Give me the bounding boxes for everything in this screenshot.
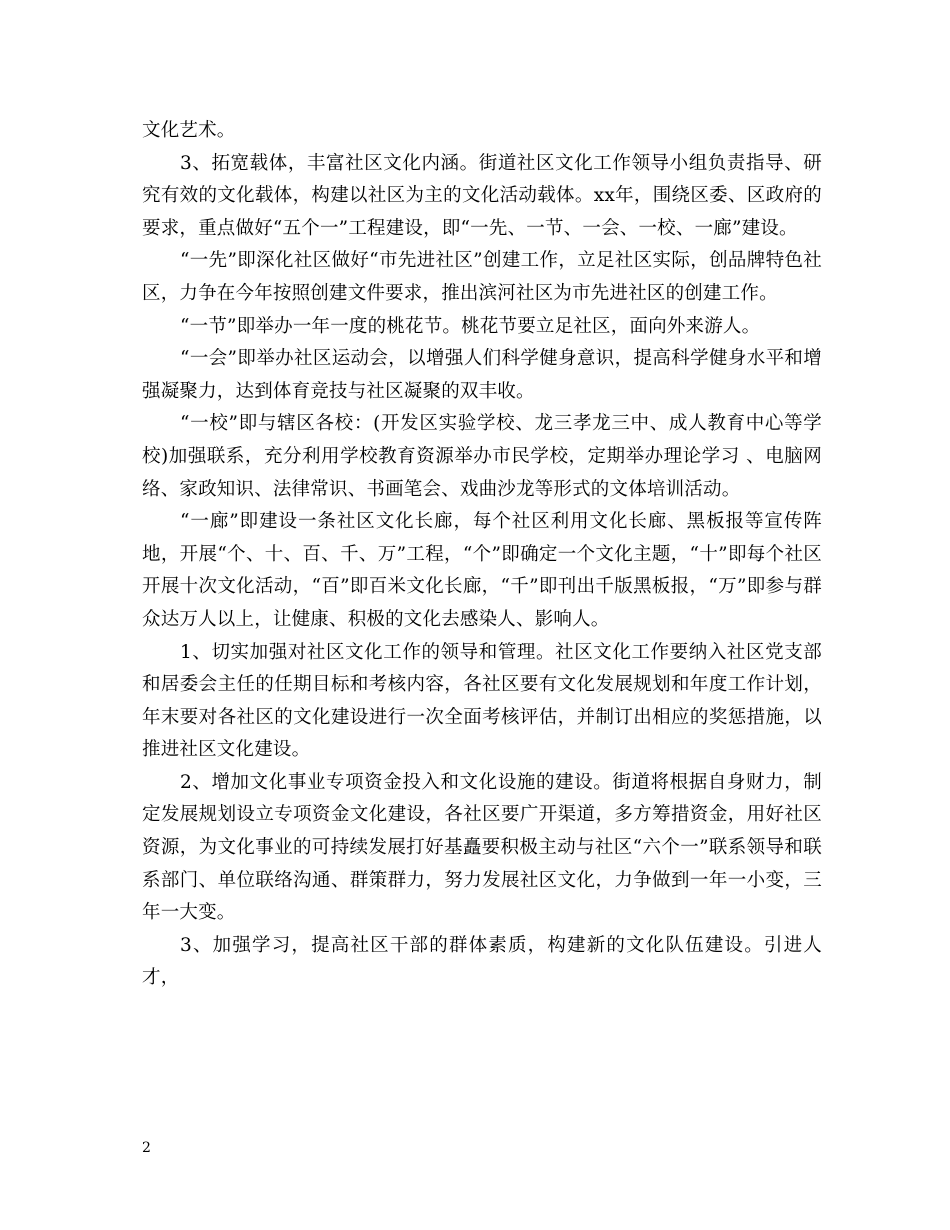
paragraph-yijie: “一节”即举办一年一度的桃花节。桃花节要立足社区，面向外来游人。: [180, 315, 761, 337]
paragraph-item-3-study: 3、加强学习，提高社区干部的群体素质，构建新的文化队伍建设。引进人才，: [142, 934, 822, 989]
paragraph-continuation: 文化艺术。: [142, 120, 236, 141]
paragraph-yilang: “一廊”即建设一条社区文化长廊，每个社区利用文化长廊、黑板报等宣传阵地，开展“个、十、百、千、万”工程，“个”即确定一个文化主题，“十”即每个社区开展十次文化活动，“百”即百米文化长廊，“千”即刊出千版黑板报，“万”即参与群众达万人以上，让健康、积极的文化去感染人、影响人。: [142, 511, 822, 630]
page-number: 2: [142, 1140, 151, 1156]
paragraph-yihui: “一会”即举办社区运动会，以增强人们科学健身意识，提高科学健身水平和增强凝聚力，达到体育竞技与社区凝聚的双丰收。: [142, 348, 822, 402]
paragraph-yixian: “一先”即深化社区做好“市先进社区”创建工作，立足社区实际，创品牌特色社区，力争在今年按照创建文件要求，推出滨河社区为市先进社区的创建工作。: [142, 250, 822, 304]
paragraph-yixiao: “一校”即与辖区各校：(开发区实验学校、龙三孝龙三中、成人教育中心等学校)加强联系，充分利用学校教育资源举办市民学校，定期举办理论学习 、电脑网络、家政知识、法律常识、书画笔会、戏曲沙龙等形式的文体培训活动。: [142, 413, 822, 500]
paragraph-item-1-leadership: 1、切实加强对社区文化工作的领导和管理。社区文化工作要纳入社区党支部和居委会主任的任期目标和考核内容，各社区要有文化发展规划和年度工作计划，年末要对各社区的文化建设进行一次全面考核评估，并制订出相应的奖惩措施，以推进社区文化建设。: [142, 641, 822, 761]
paragraph-item-2-funding: 2、增加文化事业专项资金投入和文化设施的建设。街道将根据自身财力，制定发展规划设立专项资金文化建设，各社区要广开渠道，多方筹措资金，用好社区资源，为文化事业的可持续发展打好基矗要积极主动与社区“六个一”联系领导和联系部门、单位联络沟通、群策群力，努力发展社区文化，力争做到一年一小变，三年一大变。: [142, 771, 822, 924]
document-body: [142, 115, 822, 995]
paragraph-item-3-carrier: 3、拓宽载体，丰富社区文化内涵。街道社区文化工作领导小组负责指导、研究有效的文化载体，构建以社区为主的文化活动载体。xx年，围绕区委、区政府的要求，重点做好“五个一”工程建设，即“一先、一节、一会、一校、一廊”建设。: [142, 152, 822, 239]
